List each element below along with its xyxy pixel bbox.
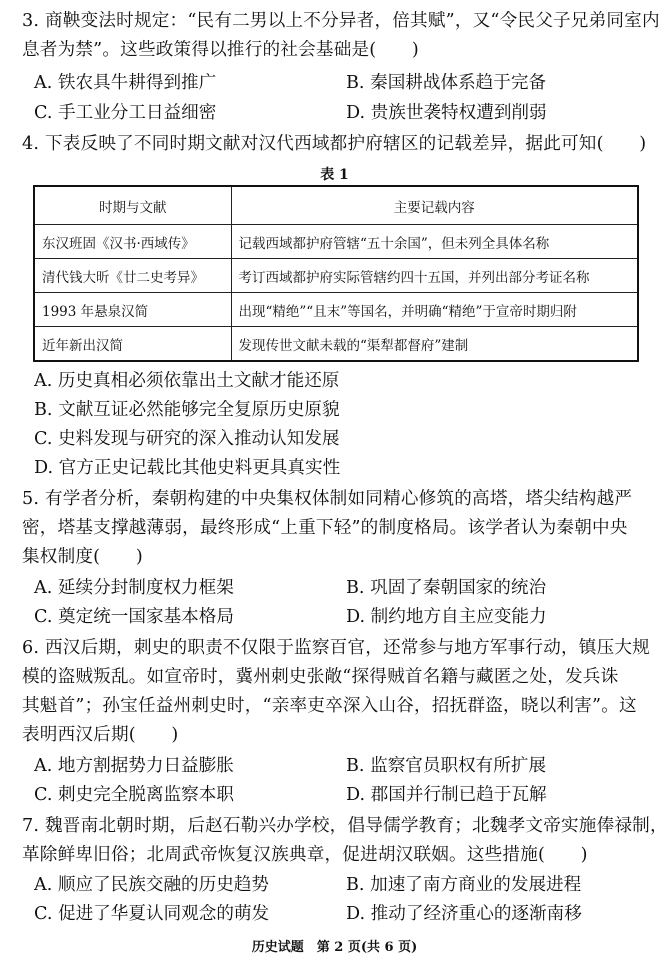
table-header-content: 主要记载内容 (231, 186, 638, 225)
records-table (33, 185, 639, 362)
table-row (34, 327, 638, 362)
q5-option-a[interactable]: A. 延续分封制度权力框架 (34, 578, 234, 598)
q6-stem-line1: 6. 西汉后期，刺史的职责不仅限于监察百官，还常参与地方军事行动，镇压大规 (22, 638, 650, 658)
table-cell-content: 记载西域都护府管辖“五十余国”，但未列全具体名称 (231, 225, 638, 259)
q4-option-b[interactable]: B. 文献互证必然能够完全复原历史原貌 (34, 400, 340, 420)
table-caption: 表 1 (320, 167, 349, 183)
q3-stem-line1: 3. 商鞅变法时规定：“民有二男以上不分异者，倍其赋”，又“令民父子兄弟同室内 (22, 11, 660, 31)
table-cell-source: 东汉班固《汉书·西域传》 (34, 225, 231, 259)
q3-option-c[interactable]: C. 手工业分工日益细密 (34, 103, 217, 123)
q6-option-a[interactable]: A. 地方割据势力日益膨胀 (34, 756, 234, 776)
table-cell-content: 考订西域都护府实际管辖约四十五国，并列出部分考证名称 (231, 259, 638, 293)
table-cell-source: 清代钱大昕《廿二史考异》 (34, 259, 231, 293)
q5-stem-line2: 密，塔基支撑越薄弱，最终形成“上重下轻”的制度格局。该学者认为秦朝中央 (22, 518, 628, 538)
table-cell-content: 出现“精绝”“且末”等国名，并明确“精绝”于宣帝时期归附 (231, 293, 638, 327)
table-row (34, 293, 638, 327)
q6-option-c[interactable]: C. 刺史完全脱离监察本职 (34, 785, 234, 805)
q4-option-c[interactable]: C. 史料发现与研究的深入推动认知发展 (34, 429, 340, 449)
q7-option-b[interactable]: B. 加速了南方商业的发展进程 (346, 875, 582, 895)
q7-option-c[interactable]: C. 促进了华夏认同观念的萌发 (34, 904, 270, 924)
q4-stem-line1: 4. 下表反映了不同时期文献对汉代西域都护府辖区的记载差异，据此可知( ) (22, 134, 647, 154)
q6-option-d[interactable]: D. 郡国并行制已趋于瓦解 (346, 785, 547, 805)
q4-option-a[interactable]: A. 历史真相必须依靠出土文献才能还原 (34, 371, 340, 391)
q7-option-d[interactable]: D. 推动了经济重心的逐渐南移 (346, 904, 582, 924)
q6-stem-line2: 模的盗贼叛乱。如宣帝时，冀州刺史张敞“探得贼首名籍与藏匿之处，发兵诛 (22, 667, 619, 687)
q5-option-b[interactable]: B. 巩固了秦朝国家的统治 (346, 578, 547, 598)
q7-option-a[interactable]: A. 顺应了民族交融的历史趋势 (34, 875, 270, 895)
table-row (34, 225, 638, 259)
table-row (34, 259, 638, 293)
q3-stem-line2: 息者为禁”。这些政策得以推行的社会基础是( ) (22, 40, 419, 60)
table-header-period: 时期与文献 (34, 186, 231, 225)
q3-option-a[interactable]: A. 铁农具牛耕得到推广 (34, 73, 217, 93)
q5-stem-line3: 集权制度( ) (22, 547, 143, 567)
table-cell-source: 近年新出汉简 (34, 327, 231, 362)
q7-stem-line2: 革除鲜卑旧俗；北周武帝恢复汉族典章，促进胡汉联姻。这些措施( ) (22, 845, 588, 865)
table-header-row (34, 186, 638, 225)
q6-stem-line3: 其魁首”；孙宝任益州刺史时，“亲率吏卒深入山谷，招抚群盗，晓以利害”。这 (22, 696, 637, 716)
q7-stem-line1: 7. 魏晋南北朝时期，后赵石勒兴办学校，倡导儒学教育；北魏孝文帝实施俸禄制， (22, 816, 668, 836)
q3-option-b[interactable]: B. 秦国耕战体系趋于完备 (346, 73, 547, 93)
q5-stem-line1: 5. 有学者分析，秦朝构建的中央集权体制如同精心修筑的高塔，塔尖结构越严 (22, 489, 633, 509)
table-cell-source: 1993 年悬泉汉简 (34, 293, 231, 327)
q6-option-b[interactable]: B. 监察官员职权有所扩展 (346, 756, 547, 776)
q6-stem-line4: 表明西汉后期( ) (22, 725, 179, 745)
q3-option-d[interactable]: D. 贵族世袭特权遭到削弱 (346, 103, 547, 123)
q5-option-c[interactable]: C. 奠定统一国家基本格局 (34, 607, 234, 627)
page-footer: 历史试题 第 2 页(共 6 页) (251, 940, 418, 955)
q5-option-d[interactable]: D. 制约地方自主应变能力 (346, 607, 547, 627)
table-cell-content: 发现传世文献未载的“渠犁都督府”建制 (231, 327, 638, 362)
q4-option-d[interactable]: D. 官方正史记载比其他史料更具真实性 (34, 458, 341, 478)
